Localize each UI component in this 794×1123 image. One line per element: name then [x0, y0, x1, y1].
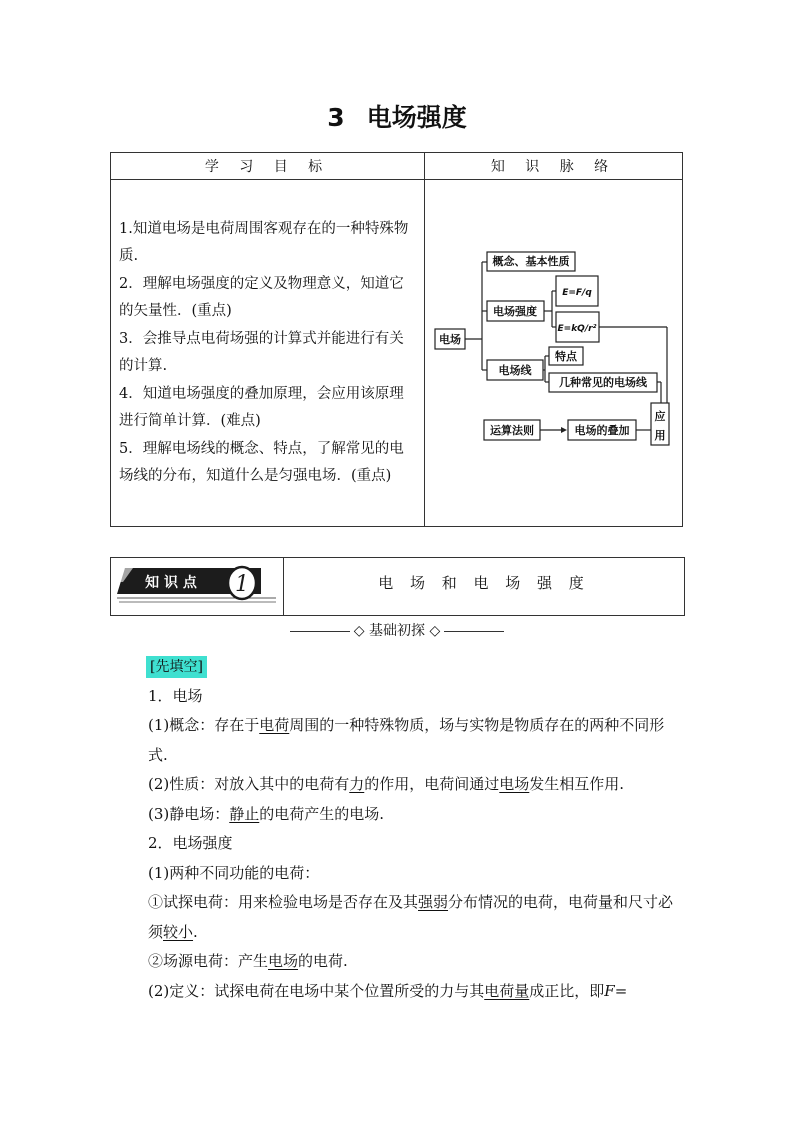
map-text-formula1: E=F/q	[562, 288, 592, 298]
map-text-concept: 概念、基本性质	[492, 255, 570, 268]
objectives-table	[110, 152, 683, 527]
underlined-answer: 电场	[499, 775, 530, 793]
underlined-answer: 电场	[268, 952, 299, 970]
map-text-formula2: E=kQ/r²	[557, 324, 597, 334]
banner-label: 知 识 点	[145, 575, 197, 591]
heading-field-strength: 2．电场强度	[148, 834, 233, 852]
banner-graphic	[111, 558, 283, 615]
underlined-answer: 强弱	[418, 893, 449, 911]
content-body	[120, 652, 680, 1006]
map-text-root: 电场	[439, 333, 461, 346]
section-label: ◇ 基础初探 ◇	[353, 623, 441, 639]
knowledge-point-banner	[111, 558, 284, 615]
heading-electric-field: 1．电场	[148, 686, 203, 705]
map-text-apply-2: 用	[654, 429, 666, 442]
map-text-apply-1: 应	[654, 410, 666, 423]
divider-line-left	[290, 631, 350, 632]
paragraph-source-charge: ②场源电荷：产生电场的电荷.	[148, 952, 348, 970]
paragraph-static-field: (3)静电场：静止的电荷产生的电场.	[148, 804, 385, 823]
map-text-common-lines: 几种常见的电场线	[559, 376, 647, 389]
paragraph-property: (2)性质：对放入其中的电荷有力的作用，电荷间通过电场发生相互作用.	[148, 775, 625, 793]
paragraph-definition: (2)定义：试探电荷在电场中某个位置所受的力与其电荷量成正比，即F=	[148, 981, 628, 1000]
map-text-features: 特点	[555, 350, 577, 363]
knowledge-point-title: 电 场 和 电 场 强 度	[378, 574, 590, 592]
underlined-answer: 较小	[163, 922, 194, 941]
map-text-field-line: 电场线	[498, 364, 532, 377]
underlined-answer: 静止	[229, 804, 260, 823]
goal-item: 3．会推导点电荷场强的计算式并能进行有关的计算.	[119, 330, 404, 374]
fill-blank-tag: [先填空]	[146, 656, 207, 678]
goals-cell	[111, 180, 425, 527]
underlined-answer: 电荷量	[484, 981, 530, 1000]
goal-item: 4．知道电场强度的叠加原理，会应用该原理进行简单计算．(难点)	[119, 385, 404, 429]
map-text-strength: 电场强度	[493, 305, 537, 318]
page-title	[0, 98, 794, 134]
goal-item: 5．理解电场线的概念、特点，了解常见的电场线的分布，知道什么是匀强电场．(重点)	[119, 440, 404, 484]
section-number: 3	[327, 103, 345, 132]
knowledge-map-diagram	[425, 180, 682, 526]
paragraph-two-charges: (1)两种不同功能的电荷：	[148, 863, 320, 882]
map-text-superposition: 电场的叠加	[574, 424, 630, 437]
paragraph-concept: (1)概念：存在于电荷周围的一种特殊物质，场与实物是物质存在的两种不同形式.	[148, 716, 665, 764]
header-knowledge-map: 知 识 脉 络	[425, 153, 683, 180]
knowledge-map-cell	[425, 180, 683, 527]
underlined-answer: 力	[349, 775, 365, 793]
divider-line-right	[444, 631, 504, 632]
header-learning-goals: 学 习 目 标	[111, 153, 425, 180]
goal-item: 2．理解电场强度的定义及物理意义，知道它的矢量性．(重点)	[119, 275, 404, 319]
paragraph-test-charge: ①试探电荷：用来检验电场是否存在及其强弱分布情况的电荷，电荷量和尺寸必须较小.	[148, 893, 674, 941]
section-divider	[0, 620, 794, 640]
map-text-rule: 运算法则	[490, 424, 534, 437]
knowledge-point-box	[110, 557, 685, 616]
underlined-answer: 电荷	[259, 716, 290, 734]
title-text: 电场强度	[366, 103, 467, 132]
banner-number: 1	[235, 572, 249, 597]
goal-item: 1.知道电场是电荷周围客观存在的一种特殊物质.	[119, 220, 409, 264]
